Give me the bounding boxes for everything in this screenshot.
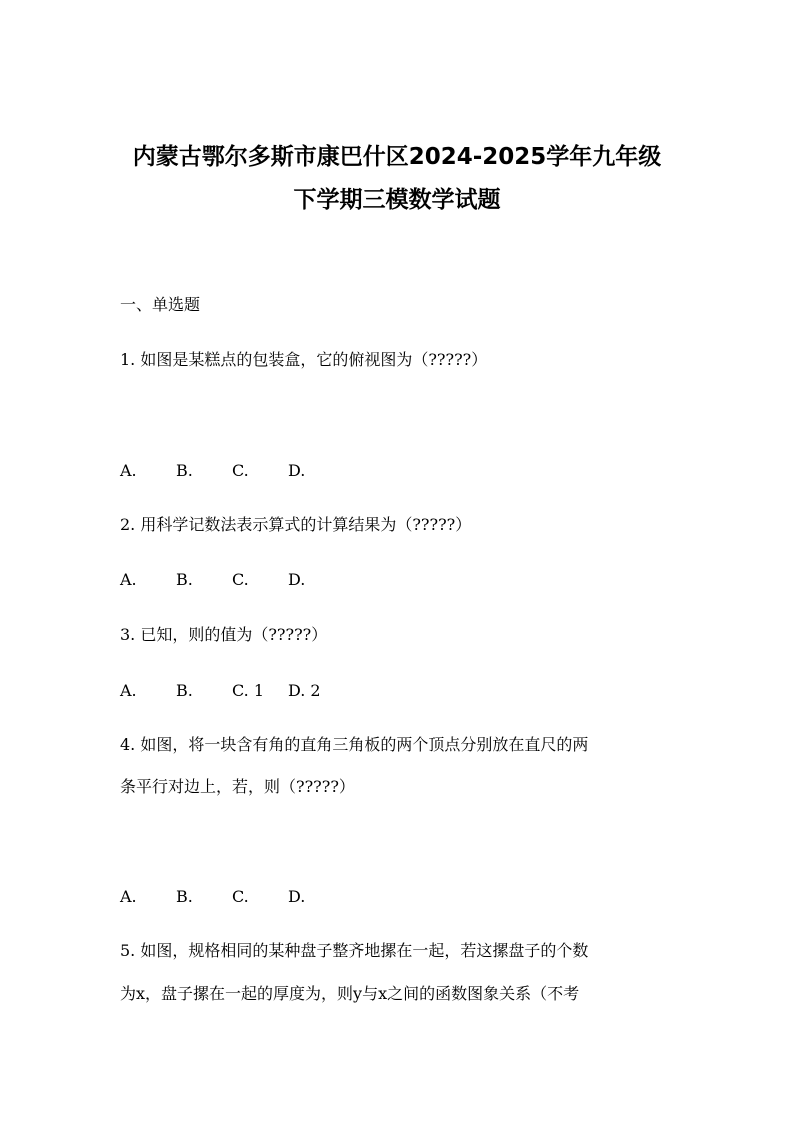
question-3-option-b: B.: [176, 681, 193, 700]
question-2-option-b: B.: [176, 570, 193, 589]
section-heading: 一、单选题: [120, 295, 201, 314]
question-5-text-line-2: 为x，盘子摞在一起的厚度为，则y与x之间的函数图象关系（不考: [120, 984, 580, 1003]
question-3-option-c: C. 1: [232, 681, 265, 700]
document-title-line-1: 内蒙古鄂尔多斯市康巴什区2024-2025学年九年级: [132, 144, 662, 170]
question-1-option-b: B.: [176, 461, 193, 480]
question-4-option-d: D.: [288, 887, 306, 906]
question-3-option-a: A.: [120, 681, 137, 700]
question-2-option-c: C.: [232, 570, 249, 589]
question-3-text: 3. 已知，则的值为（?????）: [120, 625, 328, 644]
question-4-text-line-1: 4. 如图，将一块含有角的直角三角板的两个顶点分别放在直尺的两: [120, 735, 589, 754]
question-4-option-b: B.: [176, 887, 193, 906]
question-4-option-c: C.: [232, 887, 249, 906]
question-1-text: 1. 如图是某糕点的包装盒，它的俯视图为（?????）: [120, 350, 488, 369]
question-5-text-line-1: 5. 如图，规格相同的某种盘子整齐地摞在一起，若这摞盘子的个数: [120, 941, 589, 960]
question-1-option-d: D.: [288, 461, 306, 480]
question-2-text: 2. 用科学记数法表示算式的计算结果为（?????）: [120, 515, 472, 534]
question-4-option-a: A.: [120, 887, 137, 906]
question-2-option-a: A.: [120, 570, 137, 589]
question-4-text-line-2: 条平行对边上，若，则（?????）: [120, 777, 355, 796]
question-1-option-c: C.: [232, 461, 249, 480]
document-title-line-2: 下学期三模数学试题: [293, 187, 501, 213]
question-2-option-d: D.: [288, 570, 306, 589]
question-3-option-d: D. 2: [288, 681, 321, 700]
question-1-option-a: A.: [120, 461, 137, 480]
